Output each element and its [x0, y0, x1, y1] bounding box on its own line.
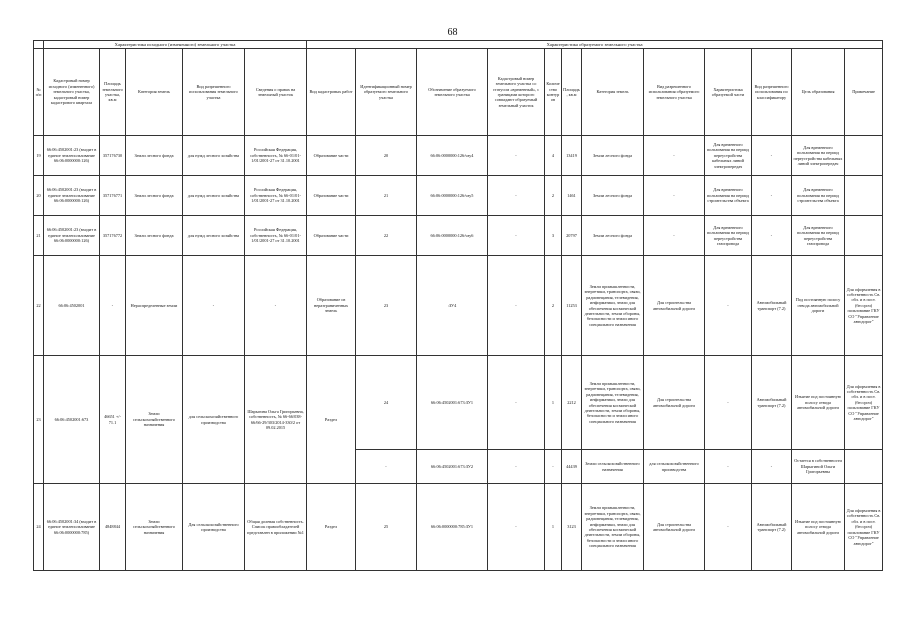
cell-area: 4848844: [100, 484, 126, 571]
cell-num: 22: [34, 256, 44, 356]
cell-f-area: 13419: [562, 136, 582, 176]
cell-f-char: -: [705, 256, 752, 356]
cell-cadastral: 66:06:4502001:23 (входит в единое землепользование 66:06:0000000:126): [44, 216, 100, 256]
cell-work: Раздел: [307, 356, 356, 484]
cell-f-category: Земли сельскохозяйственного назначения: [582, 450, 644, 484]
header-designation: Обозначение образуемого земельного участка: [417, 49, 488, 136]
cell-cadastral: 66:06:4502001:673: [44, 356, 100, 484]
cell-rights: -: [245, 256, 307, 356]
cell-f-category: Земли лесного фонда: [582, 176, 644, 216]
cell-area: -: [100, 256, 126, 356]
cell-f-use: Для строительства автомобильной дороги: [644, 484, 705, 571]
cell-num: 20: [34, 176, 44, 216]
cell-work: Образование части: [307, 136, 356, 176]
cell-contours: 2: [545, 256, 562, 356]
cell-designation: 66:06:0000000:126/чзу4: [417, 136, 488, 176]
cell-note: Для оформления в собственность Св. обл. и в пост. (бессроч) пользование ГКУ СО "Управление автодорог": [845, 484, 883, 571]
section-formed: Характеристика образуемого земельного участка: [307, 41, 883, 49]
cell-purpose: Остается в собственности Шарыгиной Ольги Григорьевны: [792, 450, 845, 484]
cell-f-area: 2212: [562, 356, 582, 450]
header-purpose: Цель образования: [792, 49, 845, 136]
cell-f-category: Земли промышленности, энергетики, транспорта, связи, радиовещания, телевидения, информатики, земли для обеспечения космической деятельности, земли обороны, безопасности и земли иного специального назначения: [582, 256, 644, 356]
cell-category: Земли лесного фонда: [126, 216, 183, 256]
cell-area: 46651 +/- 71.1: [100, 356, 126, 484]
cell-f-area: 11253: [562, 256, 582, 356]
cell-f-category: Земли лесного фонда: [582, 136, 644, 176]
cell-use: для нужд лесного хозяйства: [183, 136, 245, 176]
header-work: Вид кадастровых работ: [307, 49, 356, 136]
cell-changed: -: [488, 136, 545, 176]
cell-designation: 66:06:0000000:126/чзу5: [417, 176, 488, 216]
cell-designation: 66:06:0000000:126/чзу6: [417, 216, 488, 256]
cell-work: Раздел: [307, 484, 356, 571]
header-f-classifier: Вид разрешенного использования по классификатору: [752, 49, 792, 136]
header-ident: Идентификационный номер образуемого земельного участка: [356, 49, 417, 136]
cell-rights: Российская Федерация, собственность, № 66-01/01-1/01/2001-27 от 31.10.2001: [245, 176, 307, 216]
table-row: [34, 356, 883, 450]
cell-f-char: Для временного пользования на период переустройства газопровода: [705, 216, 752, 256]
section-header-row: [34, 41, 883, 49]
cell-ident: 25: [356, 484, 417, 571]
cell-f-category: Земли промышленности, энергетики, транспорта, связи, радиовещания, телевидения, информатики, земли для обеспечения космической деятельности, земли обороны, безопасности и земли иного специального назначения: [582, 484, 644, 571]
cell-area: 357176772: [100, 216, 126, 256]
header-area: Площадь земельного участка, кв.м: [100, 49, 126, 136]
cell-num: 19: [34, 136, 44, 176]
cell-designation: :ЗУ4: [417, 256, 488, 356]
table-row: [34, 136, 883, 176]
cell-work: Образование части: [307, 216, 356, 256]
cell-note: [845, 136, 883, 176]
cell-purpose: Для временного пользования на период строительства объекта: [792, 176, 845, 216]
cell-f-use: для сельскохозяйственного производства: [644, 450, 705, 484]
cell-cadastral: 66:06:4502001:23 (входит в единое землепользование 66:06:0000000:126): [44, 136, 100, 176]
cell-purpose: Изъятие под постоянную полосу отвода автомобильной дороги: [792, 356, 845, 450]
cell-purpose: Для временного пользования на период переустройства газопровода: [792, 216, 845, 256]
cell-ident: 23: [356, 256, 417, 356]
cell-purpose: Под постоянную полосу отвода автомобильной дороги: [792, 256, 845, 356]
cell-note: [845, 216, 883, 256]
cell-num: 21: [34, 216, 44, 256]
cell-f-use: -: [644, 136, 705, 176]
cell-contours: -: [545, 450, 562, 484]
cell-cadastral: 66:06:4502001:34 (входит в единое землепользование 66:06:0000000:785): [44, 484, 100, 571]
cell-changed: -: [488, 484, 545, 571]
land-plots-table: [33, 40, 883, 571]
cell-f-char: Для временного пользования на период строительства объекта: [705, 176, 752, 216]
cell-f-category: Земли лесного фонда: [582, 216, 644, 256]
cell-f-use: -: [644, 176, 705, 216]
cell-cadastral: 66:06:4502001: [44, 256, 100, 356]
cell-ident: 21: [356, 176, 417, 216]
column-header-row: [34, 49, 883, 136]
header-rights: Сведения о правах на земельный участок: [245, 49, 307, 136]
cell-use: Для сельскохозяйственного производства: [183, 484, 245, 571]
cell-category: Нераспределенные земли: [126, 256, 183, 356]
cell-f-use: Для строительства автомобильной дороги: [644, 356, 705, 450]
header-contours: Количество контуров: [545, 49, 562, 136]
cell-f-char: -: [705, 356, 752, 450]
cell-f-area: 20797: [562, 216, 582, 256]
cell-note: [845, 450, 883, 484]
cell-use: для нужд лесного хозяйства: [183, 216, 245, 256]
cell-f-area: 1461: [562, 176, 582, 216]
cell-f-char: -: [705, 484, 752, 571]
cell-cadastral: 66:06:4502001:23 (входит в единое землепользование 66:06:0000000:126): [44, 176, 100, 216]
cell-rights: Шарыгина Ольга Григорьевна, собственность, № 66-66/038-66/66-29/303/2014-330/2 от 09.02.2015: [245, 356, 307, 484]
cell-ident: -: [356, 450, 417, 484]
header-num: № п/п: [34, 49, 44, 136]
cell-f-classifier: -: [752, 176, 792, 216]
cell-f-use: Для строительства автомобильной дороги: [644, 256, 705, 356]
cell-contours: 1: [545, 484, 562, 571]
cell-f-use: -: [644, 216, 705, 256]
cell-use: -: [183, 256, 245, 356]
table-row: [34, 176, 883, 216]
cell-rights: Российская Федерация, собственность, № 66-01/01-1/01/2001-27 от 31.10.2001: [245, 216, 307, 256]
cell-f-char: -: [705, 450, 752, 484]
cell-work: Образование части: [307, 176, 356, 216]
header-f-category: Категория земель: [582, 49, 644, 136]
cell-num: 23: [34, 356, 44, 484]
cell-contours: 4: [545, 136, 562, 176]
cell-changed: -: [488, 450, 545, 484]
cell-f-classifier: Автомобильный транспорт (7.2): [752, 356, 792, 450]
cell-rights: Российская Федерация, собственность, № 66-01/01-1/01/2001-27 от 31.10.2001: [245, 136, 307, 176]
header-use: Вид разрешенного использования земельного участка: [183, 49, 245, 136]
header-changed: Кадастровый номер земельного участка со статусом «временный», с границами которого совпадают образуемый земельный участок: [488, 49, 545, 136]
cell-f-category: Земли промышленности, энергетики, транспорта, связи, радиовещания, телевидения, информатики, земли для обеспечения космической деятельности, земли обороны, безопасности и земли иного специального назначения: [582, 356, 644, 450]
cell-changed: -: [488, 216, 545, 256]
cell-note: [845, 176, 883, 216]
cell-contours: 2: [545, 176, 562, 216]
cell-category: Земли лесного фонда: [126, 136, 183, 176]
header-cadastral: Кадастровый номер исходного (измененного) земельного участка, кадастровый номер кадастрового квартала: [44, 49, 100, 136]
cell-f-area: 3123: [562, 484, 582, 571]
cell-category: Земли сельскохозяйственного назначения: [126, 356, 183, 484]
cell-num: 24: [34, 484, 44, 571]
cell-note: Для оформления в собственность Св. обл. и в пост. (бессроч) пользование ГКУ СО "Управление автодорог": [845, 356, 883, 450]
cell-use: для нужд лесного хозяйства: [183, 176, 245, 216]
cell-changed: -: [488, 356, 545, 450]
cell-category: Земли сельскохозяйственного назначения: [126, 484, 183, 571]
cell-note: Для оформления в собственность Св. обл. и в пост. (бессроч) пользование ГКУ СО "Управление автодорог": [845, 256, 883, 356]
header-category: Категория земель: [126, 49, 183, 136]
table-row: [34, 256, 883, 356]
cell-work: Образование из неразграниченных земель: [307, 256, 356, 356]
cell-changed: -: [488, 256, 545, 356]
cell-category: Земли лесного фонда: [126, 176, 183, 216]
table-row: [34, 216, 883, 256]
header-note: Примечание: [845, 49, 883, 136]
cell-designation: 66:06:4502001:673:ЗУ1: [417, 356, 488, 450]
cell-area: 357176771: [100, 176, 126, 216]
cell-area: 357176730: [100, 136, 126, 176]
header-f-use: Вид разрешенного использования образуемого земельного участка: [644, 49, 705, 136]
cell-f-area: 44439: [562, 450, 582, 484]
cell-ident: 22: [356, 216, 417, 256]
page-number: 68: [447, 27, 458, 38]
cell-f-classifier: -: [752, 136, 792, 176]
cell-designation: 66:06:0000000:785:ЗУ1: [417, 484, 488, 571]
section-existing: Характеристика исходного (измененного) земельного участка: [44, 41, 307, 49]
cell-purpose: Изъятие под постоянную полосу отвода автомобильной дороги: [792, 484, 845, 571]
cell-changed: -: [488, 176, 545, 216]
cell-f-char: Для временного пользования на период переустройства кабельных линий электропередач: [705, 136, 752, 176]
cell-rights: Общая долевая собственность. Список правообладателей представлен в приложении №1: [245, 484, 307, 571]
cell-ident: 20: [356, 136, 417, 176]
header-f-area: Площадь, кв.м: [562, 49, 582, 136]
cell-ident: 24: [356, 356, 417, 450]
cell-f-classifier: -: [752, 216, 792, 256]
cell-f-classifier: -: [752, 450, 792, 484]
cell-use: для сельскохозяйственного производства: [183, 356, 245, 484]
header-f-char: Характеристика образуемой части: [705, 49, 752, 136]
cell-contours: 1: [545, 356, 562, 450]
cell-f-classifier: Автомобильный транспорт (7.2): [752, 484, 792, 571]
table-row: [34, 484, 883, 571]
cell-f-classifier: Автомобильный транспорт (7.2): [752, 256, 792, 356]
cell-contours: 3: [545, 216, 562, 256]
cell-purpose: Для временного пользования на период переустройства кабельных линий электропередач: [792, 136, 845, 176]
cell-designation: 66:06:4502001:673:ЗУ2: [417, 450, 488, 484]
